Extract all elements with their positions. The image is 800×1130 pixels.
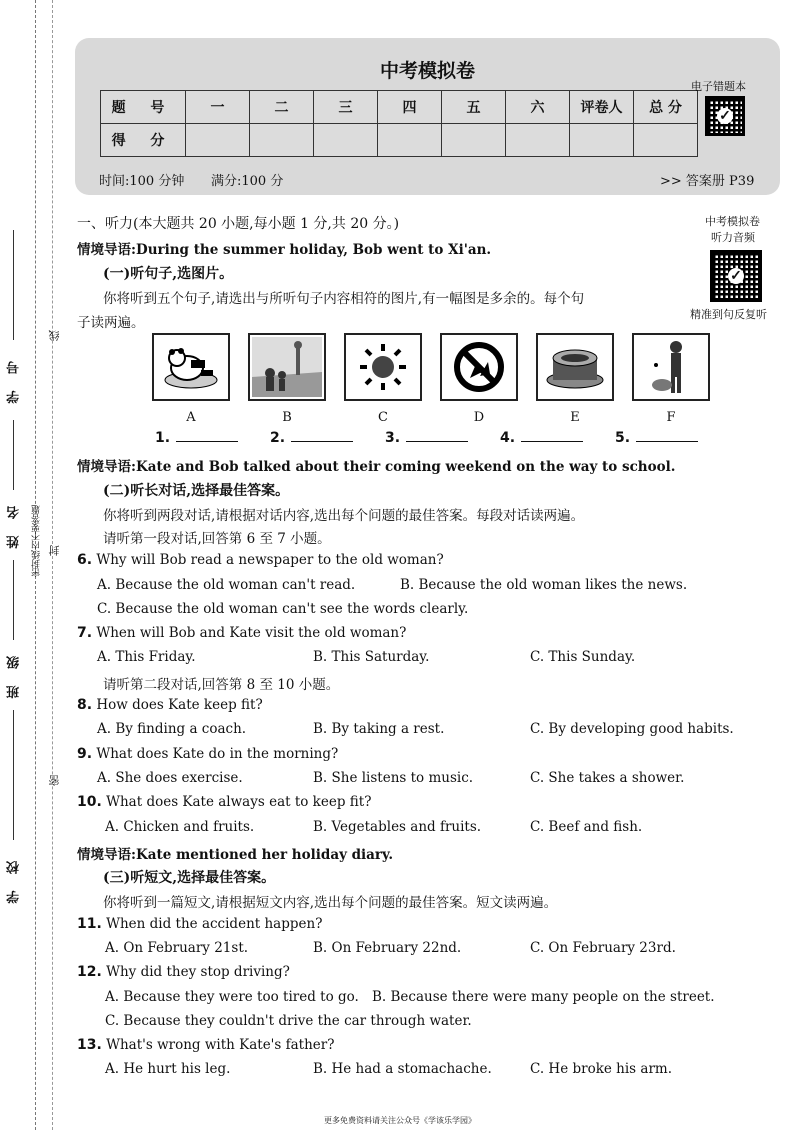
question-text: What's wrong with Kate's father? bbox=[106, 1037, 335, 1053]
q11-option-b[interactable]: B. On February 22nd. bbox=[313, 940, 462, 956]
score-table-header-row bbox=[101, 91, 698, 124]
answer-reference: >> 答案册 P39 bbox=[660, 174, 755, 189]
blank-number: 1. bbox=[155, 430, 171, 446]
section-title: 一、听力(本大题共 20 小题,每小题 1 分,共 20 分。) bbox=[77, 216, 400, 232]
score-cell: 五 bbox=[442, 91, 506, 124]
q13-option-b[interactable]: B. He had a stomachache. bbox=[313, 1061, 492, 1077]
score-input-cell[interactable] bbox=[250, 124, 314, 157]
score-cell: 得 分 bbox=[101, 124, 186, 157]
score-cell: 二 bbox=[250, 91, 314, 124]
question-number: 7. bbox=[77, 625, 93, 641]
answer-blank-4[interactable] bbox=[500, 430, 583, 446]
picture-label-c: C bbox=[378, 410, 388, 425]
question-number: 13. bbox=[77, 1037, 102, 1053]
score-cell: 评卷人 bbox=[570, 91, 634, 124]
question-10 bbox=[77, 794, 371, 810]
exam-time: 时间:100 分钟 bbox=[99, 174, 185, 189]
q7-option-b[interactable]: B. This Saturday. bbox=[313, 649, 430, 665]
scene-intro-1: 情境导语:During the summer holiday, Bob went to Xi'an. bbox=[77, 242, 492, 258]
picture-e-cake bbox=[536, 333, 614, 401]
question-text: What does Kate do in the morning? bbox=[96, 746, 339, 762]
question-8 bbox=[77, 697, 263, 713]
part1-instructions: 你将听到五个句子,请选出与所听句子内容相符的图片,有一幅图是多余的。每个句 bbox=[103, 291, 585, 307]
q9-option-a[interactable]: A. She does exercise. bbox=[97, 770, 243, 786]
part1-title: (一)听句子,选图片。 bbox=[103, 266, 234, 282]
question-text: Why did they stop driving? bbox=[106, 964, 290, 980]
q8-option-c[interactable]: C. By developing good habits. bbox=[530, 721, 734, 737]
audio-qr-line2: 听力音频 bbox=[711, 231, 755, 244]
part3-title: (三)听短文,选择最佳答案。 bbox=[103, 870, 276, 886]
picture-c-sun bbox=[344, 333, 422, 401]
question-text: Why will Bob read a newspaper to the old woman? bbox=[96, 552, 444, 568]
scene-intro-3: 情境导语:Kate mentioned her holiday diary. bbox=[77, 847, 394, 863]
blank-number: 3. bbox=[385, 430, 401, 446]
q10-option-a[interactable]: A. Chicken and fruits. bbox=[105, 819, 255, 835]
score-cell: 题 号 bbox=[101, 91, 186, 124]
part2-instructions: 你将听到两段对话,请根据对话内容,选出每个问题的最佳答案。每段对话读两遍。 bbox=[103, 508, 585, 524]
picture-label-a: A bbox=[186, 410, 196, 425]
picture-b-giraffe-zoo bbox=[248, 333, 326, 401]
question-7 bbox=[77, 625, 406, 641]
score-input-cell[interactable] bbox=[506, 124, 570, 157]
student-id-blank bbox=[13, 230, 14, 340]
q11-option-a[interactable]: A. On February 21st. bbox=[105, 940, 249, 956]
score-input-cell[interactable] bbox=[378, 124, 442, 157]
question-number: 9. bbox=[77, 746, 93, 762]
q6-option-c[interactable]: C. Because the old woman can't see the words clearly. bbox=[97, 601, 469, 617]
q12-option-a[interactable]: A. Because they were too tired to go. bbox=[105, 989, 359, 1005]
score-cell: 三 bbox=[314, 91, 378, 124]
q13-option-a[interactable]: A. He hurt his leg. bbox=[105, 1061, 231, 1077]
question-number: 11. bbox=[77, 916, 102, 932]
blank-number: 5. bbox=[615, 430, 631, 446]
score-cell: 六 bbox=[506, 91, 570, 124]
q13-option-c[interactable]: C. He broke his arm. bbox=[530, 1061, 672, 1077]
wrong-answers-qr-icon[interactable]: ✓ bbox=[705, 96, 745, 136]
question-11 bbox=[77, 916, 322, 932]
q6-option-b[interactable]: B. Because the old woman likes the news. bbox=[400, 577, 688, 593]
class-blank bbox=[13, 560, 14, 640]
question-number: 12. bbox=[77, 964, 102, 980]
audio-qr-icon[interactable]: ✓ bbox=[710, 250, 762, 302]
audio-qr-line3: 精准到句反复听 bbox=[690, 308, 767, 321]
question-number: 6. bbox=[77, 552, 93, 568]
picture-label-b: B bbox=[282, 410, 292, 425]
q8-option-a[interactable]: A. By finding a coach. bbox=[97, 721, 247, 737]
seal-mark-line: 线 bbox=[48, 330, 61, 341]
q9-option-b[interactable]: B. She listens to music. bbox=[313, 770, 474, 786]
margin-label-student-id: 学 号 bbox=[7, 355, 22, 404]
seal-mark-seal: 封 bbox=[48, 545, 61, 556]
margin-label-class: 班 级 bbox=[7, 650, 22, 699]
question-9 bbox=[77, 746, 338, 762]
qr-caption: 电子错题本 bbox=[691, 80, 746, 93]
score-input-cell[interactable] bbox=[186, 124, 250, 157]
q12-option-c[interactable]: C. Because they couldn't drive the car through water. bbox=[105, 1013, 472, 1029]
header-panel bbox=[75, 38, 780, 195]
seal-line bbox=[52, 0, 53, 1130]
question-13 bbox=[77, 1037, 334, 1053]
q11-option-c[interactable]: C. On February 23rd. bbox=[530, 940, 676, 956]
question-text: When will Bob and Kate visit the old woman? bbox=[96, 625, 407, 641]
audio-qr-line1: 中考模拟卷 bbox=[705, 215, 760, 228]
score-input-cell[interactable] bbox=[314, 124, 378, 157]
margin-label-school: 学 校 bbox=[7, 855, 22, 904]
dialog1-instructions: 请听第一段对话,回答第 6 至 7 小题。 bbox=[103, 531, 331, 547]
answer-blank-2[interactable] bbox=[270, 430, 353, 446]
answer-blank-1[interactable] bbox=[155, 430, 238, 446]
q7-option-c[interactable]: C. This Sunday. bbox=[530, 649, 636, 665]
q10-option-b[interactable]: B. Vegetables and fruits. bbox=[313, 819, 482, 835]
q10-option-c[interactable]: C. Beef and fish. bbox=[530, 819, 643, 835]
name-blank bbox=[13, 420, 14, 490]
part3-instructions: 你将听到一篇短文,请根据短文内容,选出每个问题的最佳答案。短文读两遍。 bbox=[103, 895, 558, 911]
q12-option-b[interactable]: B. Because there were many people on the street. bbox=[372, 989, 715, 1005]
answer-blank-3[interactable] bbox=[385, 430, 468, 446]
picture-f-person bbox=[632, 333, 710, 401]
score-cell: 总 分 bbox=[634, 91, 698, 124]
score-input-cell[interactable] bbox=[442, 124, 506, 157]
picture-label-d: D bbox=[473, 410, 485, 425]
seal-notice: 密封线内不要答题 bbox=[32, 505, 42, 577]
score-cell: 一 bbox=[186, 91, 250, 124]
exam-title: 中考模拟卷 bbox=[379, 60, 475, 82]
seal-mark-secret: 密 bbox=[48, 775, 61, 786]
q9-option-c[interactable]: C. She takes a shower. bbox=[530, 770, 685, 786]
scene-intro-2: 情境导语:Kate and Bob talked about their coming weekend on the way to school. bbox=[77, 459, 676, 475]
picture-label-f: F bbox=[666, 410, 676, 425]
part1-instructions-cont: 子读两遍。 bbox=[77, 315, 145, 331]
score-table bbox=[100, 90, 698, 157]
picture-label-e: E bbox=[570, 410, 580, 425]
q7-option-a[interactable]: A. This Friday. bbox=[97, 649, 196, 665]
score-input-cell[interactable] bbox=[634, 124, 698, 157]
part2-title: (二)听长对话,选择最佳答案。 bbox=[103, 483, 290, 499]
exam-full-score: 满分:100 分 bbox=[211, 174, 284, 189]
footer-note: 更多免费资料请关注公众号《学该乐学园》 bbox=[324, 1116, 476, 1125]
score-cell: 四 bbox=[378, 91, 442, 124]
answer-blank-5[interactable] bbox=[615, 430, 698, 446]
question-text: When did the accident happen? bbox=[106, 916, 323, 932]
q8-option-b[interactable]: B. By taking a rest. bbox=[313, 721, 445, 737]
blank-number: 2. bbox=[270, 430, 286, 446]
question-text: What does Kate always eat to keep fit? bbox=[106, 794, 372, 810]
q6-option-a[interactable]: A. Because the old woman can't read. bbox=[97, 577, 356, 593]
question-12 bbox=[77, 964, 290, 980]
question-6 bbox=[77, 552, 444, 568]
picture-d-no-sign bbox=[440, 333, 518, 401]
school-blank bbox=[13, 710, 14, 840]
question-number: 10. bbox=[77, 794, 102, 810]
question-number: 8. bbox=[77, 697, 93, 713]
dialog2-instructions: 请听第二段对话,回答第 8 至 10 小题。 bbox=[103, 677, 340, 693]
margin-label-name: 姓 名 bbox=[7, 500, 22, 549]
blank-number: 4. bbox=[500, 430, 516, 446]
score-table-score-row bbox=[101, 124, 698, 157]
question-text: How does Kate keep fit? bbox=[96, 697, 263, 713]
score-input-cell[interactable] bbox=[570, 124, 634, 157]
picture-a-panda bbox=[152, 333, 230, 401]
